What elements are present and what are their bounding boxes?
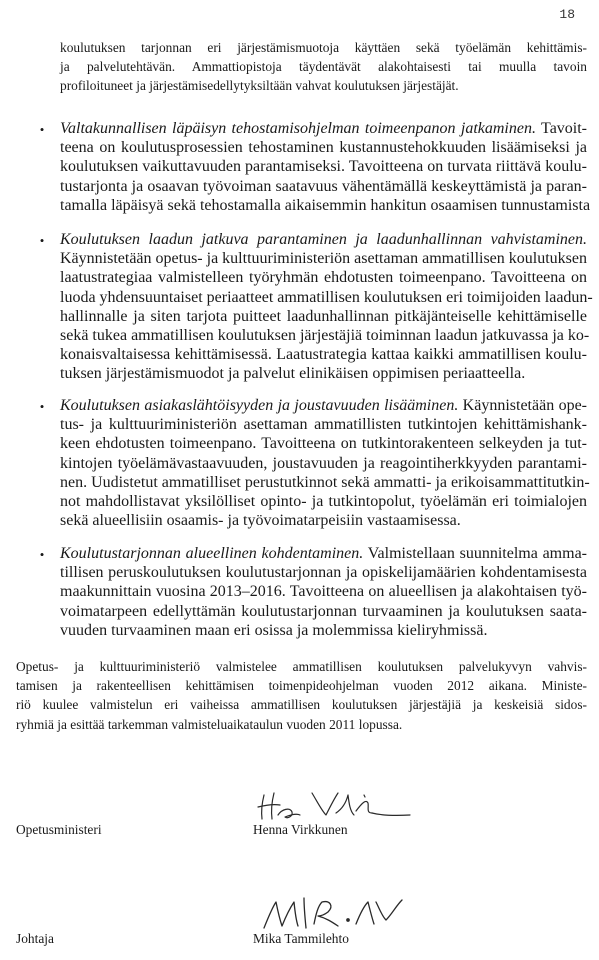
bullet-item-alueellinen [39,545,587,641]
text-line: Valtakunnallisen läpäisyn tehostamisohjelman toimeenpanon jatkaminen. Tavoit- [60,120,588,137]
text-line [60,231,587,250]
text-line: ryhmiä ja esittää tarkemman valmisteluaikataulun vuoden 2011 lopussa. [16,716,403,732]
text-line: keen ehdotusten toimeenpano. Tavoitteena on tutkintorakenteen selkeyden ja tut- [60,435,587,453]
text-line: tamisen ja rakenteellisen kehittämisen toimenpideohjelman vuoden 2012 aikana. Ministe- [16,678,587,694]
text-line: ja palvelutehtävän. Ammattiopistoja täydentävät alakohtaisesti tai muulla tavoin [60,59,587,75]
text-line: profiloituneet ja järjestämisedellytyksiltään vahvat koulutuksen järjestäjät. [60,78,459,94]
signer-name: Mika Tammilehto [253,931,349,946]
text-line: teena on koulutusprosessien tehostaminen kustannustehokkuuden lisäämiseksi ja [60,139,587,157]
bullet-heading: Koulutuksen asiakaslähtöisyyden ja joustavuuden lisääminen. [60,397,459,414]
closing-paragraph [16,657,587,734]
text-line: voimatarpeen edellyttämän koulutustarjonnan turvaaminen ja koulutuksen saata- [60,602,587,620]
intro-paragraph [60,38,587,96]
bullet-icon: • [39,547,45,562]
bullet-item-asiakaslahtoisyys [39,397,590,531]
text-line: laatustrategiaa valmistelleen työryhmän ehdotusten toimeenpano. Tavoitteena on [60,269,587,287]
bullet-icon: • [39,122,45,137]
signer-role: Opetusministeri [16,822,102,837]
text-line: maakunnittain vuosina 2013–2016. Tavoitteena on alueellisen ja alakohtaisen työ- [60,583,587,601]
text-line: tamalla läpäisyä sekä tehostamalla aikaisemmin hankitun osaamisen tunnustamista [60,196,591,214]
bullet-heading: Valtakunnallisen läpäisyn tehostamisohjelman toimeenpanon jatkaminen. [60,120,536,137]
text-line: sekä tukea ammatillisen koulutuksen järjestäjiä toiminnan laadun jatkuvassa ja ko- [60,326,590,344]
text-line: tuksen järjestämismuodot ja palvelut elinikäisen oppimisen periaatteella. [60,365,526,383]
text-line: hallinnalle ja siten tarjota puitteet laadunhallinnan pitkäjänteiselle kehittämiselle [60,307,587,325]
text-line: nen. Uudistetut ammatilliset perustutkinnot sekä ammatti- ja erikoisammattitutkin- [60,473,590,491]
text-line: konaisvaltaisessa kehittämisessä. Laatustrategia kattaa kaikki ammatillisen koulu- [60,346,587,364]
text-line: not mahdollistavat yksilölliset opinto- ja tutkintopolut, työelämän eri toimialojen [60,492,587,510]
text-line: koulutuksen vaikuttavuuden parantamiseksi. Tavoitteena on turvata riittävä koulu- [60,158,587,176]
text-line: luoda yhdensuuntaiset periaatteet ammatillisen koulutuksen eri toimijoiden laadun- [60,288,593,306]
bullet-heading: Koulutustarjonnan alueellinen kohdentaminen. [60,545,364,562]
bullet-icon: • [39,399,45,414]
bullet-item-laatu [39,231,593,385]
bullet-icon: • [39,233,45,248]
text-line: sekä alueellisiin osaamis- ja työvoimatarpeisiin vastaamisessa. [60,512,461,530]
text-line: koulutuksen tarjonnan eri järjestämismuotoja käyttäen sekä työelämän kehittämis- [60,40,587,55]
signer-role: Johtaja [16,931,54,946]
text-line: Opetus- ja kulttuuriministeriö valmistelee ammatillisen koulutuksen palvelukyvyn vahvis- [16,659,587,674]
text-line: vuuden turvaaminen maan eri osissa ja molemmissa kieliryhmissä. [60,621,488,639]
text-line: Koulutustarjonnan alueellinen kohdentaminen. Valmistellaan suunnitelma amma- [60,545,587,562]
text-line: tillisen peruskoulutuksen koulutustarjonnan ja opiskelijamäärien kohdentamisesta [60,564,587,582]
bullet-heading: Koulutuksen laadun jatkuva parantaminen ja laadunhallinnan vahvistaminen. [60,231,587,248]
bullet-item-lapaisy [39,120,591,216]
signer-name: Henna Virkkunen [253,822,348,837]
text-line: Koulutuksen asiakaslähtöisyyden ja joustavuuden lisääminen. Käynnistetään ope- [60,397,587,414]
text-line: kintojen työelämävastaavuuden, joustavuuden ja reagointiherkkyyden parantami- [60,454,587,472]
handwritten-signature-tammilehto [256,888,416,936]
text-line: tus- ja kulttuuriministeriön asettaman ammatillisten tutkintojen kehittämishank- [60,416,587,434]
page-number: 18 [559,7,575,22]
text-line: tustarjonta ja osaavan työvoiman saatavuus vähentämällä keskeyttämistä ja paran- [60,177,587,195]
text-line: riö kuulee valmistelun eri vaiheissa ammatillisen koulutuksen järjestäjiä ja keskeisiä sidos- [16,697,587,713]
text-line: Käynnistetään opetus- ja kulttuuriministeriön asettaman ammatillisen koulutuksen [60,250,587,268]
